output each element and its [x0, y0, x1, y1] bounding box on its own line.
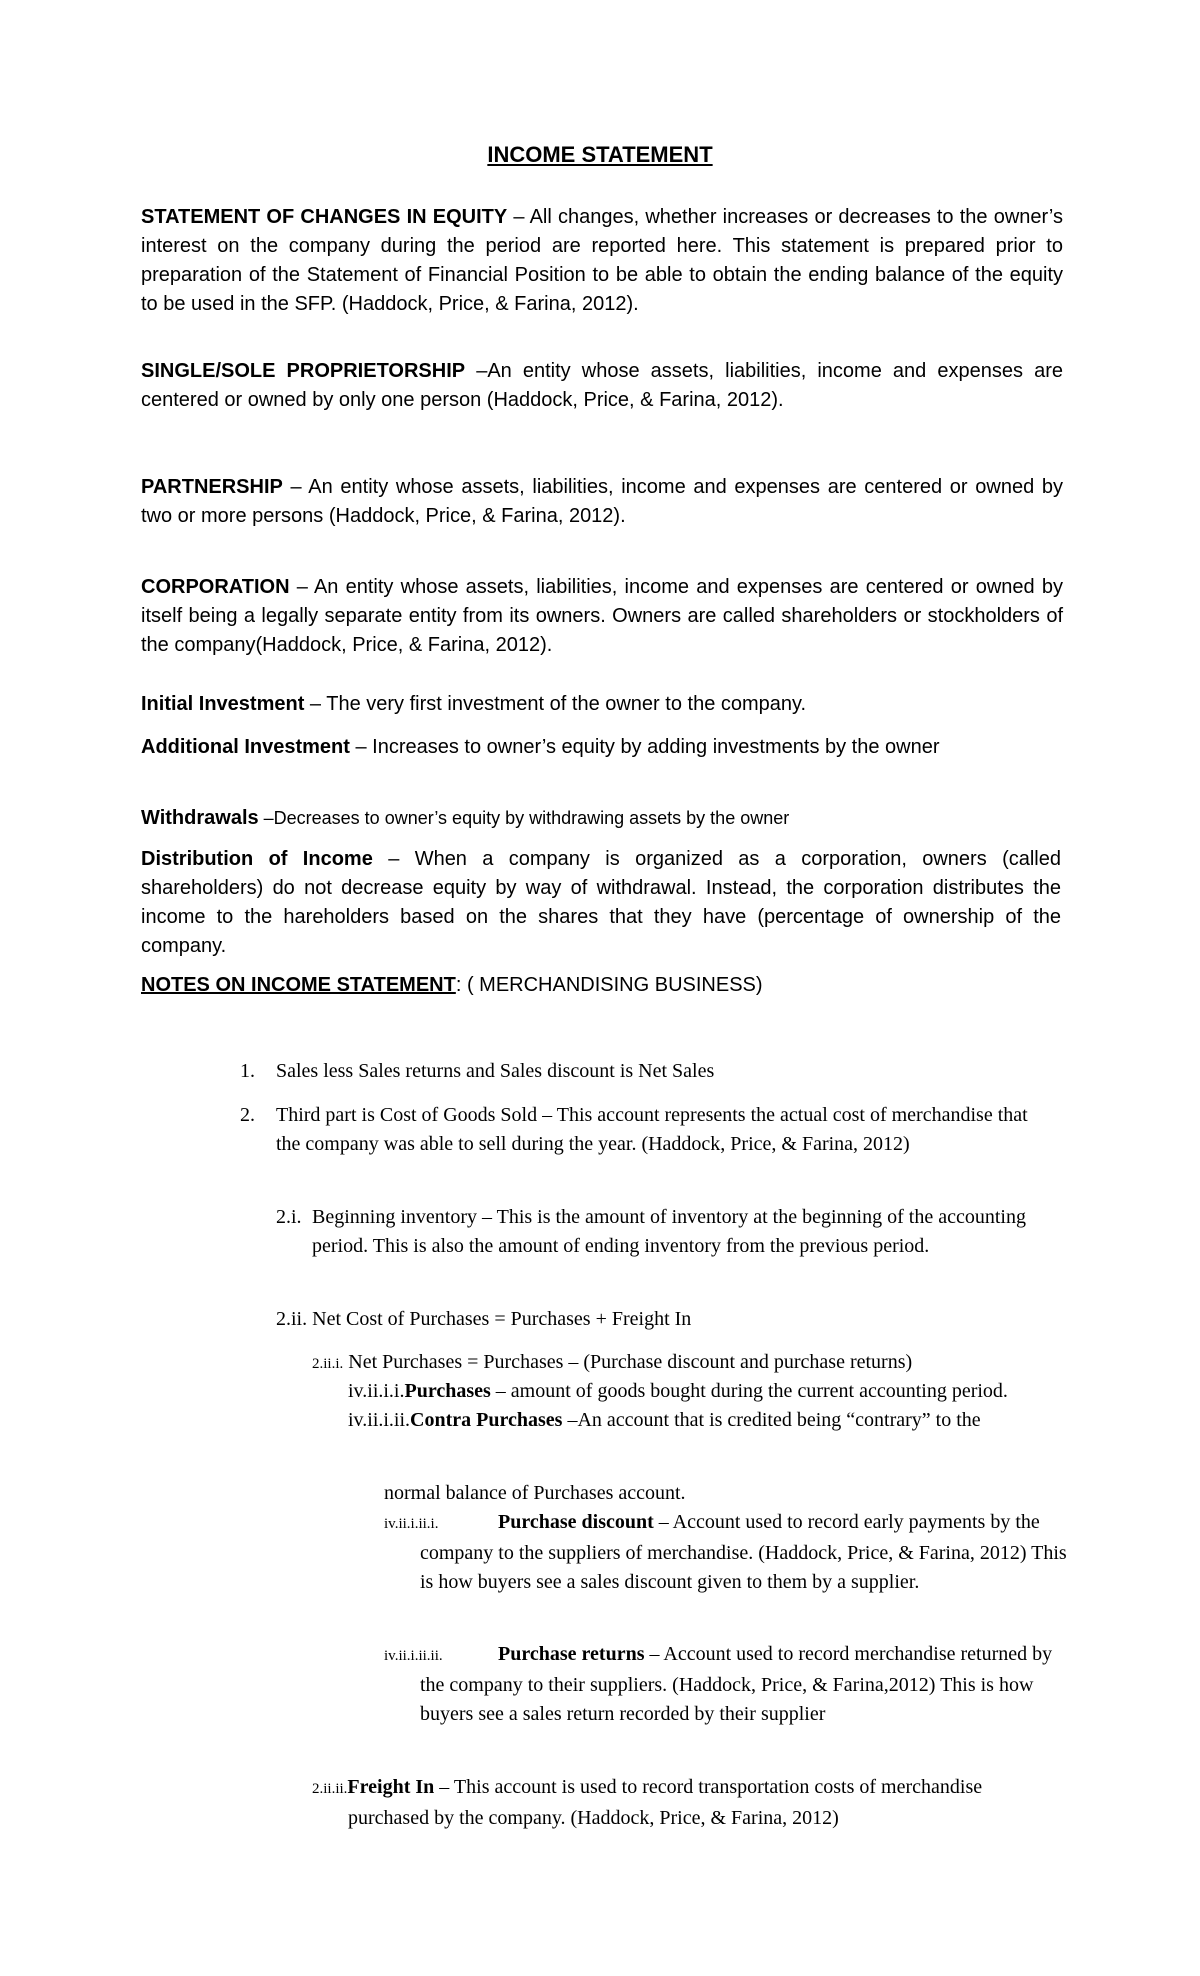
definition-withdrawals [141, 804, 1063, 833]
list-number: 2.ii.i. [312, 1356, 344, 1372]
definition-separator: – [372, 848, 415, 870]
definition-sole-proprietorship [141, 357, 1063, 415]
definition-text: An entity whose assets, liabilities, income and expenses are centered or owned by only one person (Haddock, Price, & Farina, 2012). [141, 360, 1063, 411]
definition-distribution-of-income [141, 845, 1061, 961]
list-number: iv.ii.i.i. [348, 1380, 405, 1402]
list-text: Net Purchases = Purchases – (Purchase discount and purchase returns) [348, 1351, 913, 1373]
definition-text: Decreases to owner’s equity by withdrawing assets by the owner [273, 808, 790, 828]
notes-heading-suffix: : ( MERCHANDISING BUSINESS) [455, 974, 763, 996]
page-title: INCOME STATEMENT [487, 142, 713, 167]
definition-text: The very first investment of the owner to the company. [326, 693, 807, 715]
list-item-2-ii [276, 1305, 1016, 1334]
list-text: – This account is used to record transportation costs of merchandise purchased by the company. (Haddock, Price, & Farina, 2012) [348, 1776, 983, 1829]
list-term: Purchase returns [498, 1643, 645, 1665]
list-number: 2.ii.ii. [312, 1781, 348, 1797]
notes-heading-title: NOTES ON INCOME STATEMENT [141, 974, 456, 996]
definition-text: When a company is organized as a corporation, owners (called shareholders) do not decrease equity by way of withdrawal. Instead, the corporation distributes the income to the hareholders based on the shares that they have (percentage of ownership of the company. [141, 848, 1061, 957]
definition-text: An entity whose assets, liabilities, income and expenses are centered or owned by two or more persons (Haddock, Price, & Farina, 2012). [141, 476, 1063, 527]
list-number: iv.ii.i.ii.i. [384, 1516, 439, 1532]
definition-separator: – [349, 736, 373, 758]
definition-term: PARTNERSHIP [141, 476, 283, 498]
list-term: Freight In [347, 1776, 435, 1798]
list-item-purchases-group [348, 1377, 1010, 1435]
list-text: Beginning inventory – This is the amount of inventory at the beginning of the accounting period. This is also the amount of ending inventory from the previous period. [312, 1206, 1026, 1257]
definition-separator: – [304, 693, 327, 715]
definition-separator: – [289, 576, 314, 598]
list-term: Purchases [404, 1380, 491, 1402]
definition-separator: – [465, 360, 488, 382]
definition-separator: – [258, 808, 274, 828]
list-text: – amount of goods bought during the current accounting period. [490, 1380, 1008, 1402]
definition-term: Withdrawals [141, 807, 259, 829]
list-term: Contra Purchases [410, 1409, 563, 1431]
list-number: 1. [240, 1060, 255, 1082]
list-number: iv.ii.i.ii.ii. [384, 1648, 443, 1664]
list-term: Purchase discount [498, 1511, 654, 1533]
definition-additional-investment [141, 733, 1063, 762]
definition-term: STATEMENT OF CHANGES IN EQUITY [141, 206, 508, 228]
list-text: Third part is Cost of Goods Sold – This account represents the actual cost of merchandise that the company was able to sell during the year. (Haddock, Price, & Farina, 2012) [276, 1104, 1028, 1155]
list-item-2-ii-i [312, 1348, 1012, 1379]
list-number: 2.ii. [276, 1308, 308, 1330]
list-text: – Account used to record early payments by the company to the suppliers of merchandise. (Haddock, Price, & Farina, 2012) This is how buyers see a sales discount given to them by a supplier. [420, 1511, 1067, 1593]
definition-term: Initial Investment [141, 693, 305, 715]
notes-heading [141, 971, 1063, 1000]
definition-separator: – [282, 476, 309, 498]
list-item-freight-in [312, 1773, 1048, 1833]
list-item-2-i [276, 1203, 1052, 1261]
definition-term: SINGLE/SOLE PROPRIETORSHIP [141, 360, 466, 382]
list-number: iv.ii.i.ii. [348, 1409, 411, 1431]
list-number: 2. [240, 1104, 255, 1126]
definition-statement-of-changes-in-equity [141, 203, 1063, 319]
list-item-1 [240, 1057, 1000, 1086]
definition-partnership [141, 473, 1063, 531]
list-number: 2.i. [276, 1206, 302, 1228]
list-text: Net Cost of Purchases = Purchases + Freight In [312, 1308, 692, 1330]
definition-corporation [141, 573, 1063, 660]
definition-term: Distribution of Income [141, 848, 373, 870]
list-text: Sales less Sales returns and Sales discount is Net Sales [276, 1060, 715, 1082]
list-item-purchase-returns [384, 1640, 1072, 1729]
definition-initial-investment [141, 690, 1063, 719]
definition-term: CORPORATION [141, 576, 290, 598]
list-item-purchase-discount [384, 1508, 1072, 1597]
definition-text: All changes, whether increases or decreases to the owner’s interest on the company during the period are reported here. This statement is prepared prior to preparation of the Statement of Financial Position to be able to obtain the ending balance of the equity to be used in the SFP. (Haddock, Price, & Farina, 2012). [141, 206, 1064, 315]
definition-separator: – [507, 206, 530, 228]
definition-term: Additional Investment [141, 736, 350, 758]
list-text: – Account used to record merchandise returned by the company to their suppliers. (Haddock, Price, & Farina,2012) This is how buyers see a sales return recorded by their supplier [420, 1643, 1053, 1725]
list-item-continuation: normal balance of Purchases account. [384, 1482, 686, 1504]
definition-text: Increases to owner’s equity by adding investments by the owner [372, 736, 940, 758]
list-item-2 [240, 1101, 1046, 1159]
definition-text: An entity whose assets, liabilities, income and expenses are centered or owned by itself being a legally separate entity from its owners. Owners are called shareholders or stockholders of the company(Haddock, Price, & Farina, 2012). [141, 576, 1064, 656]
list-text: –An account that is credited being “contrary” to the [562, 1409, 981, 1431]
